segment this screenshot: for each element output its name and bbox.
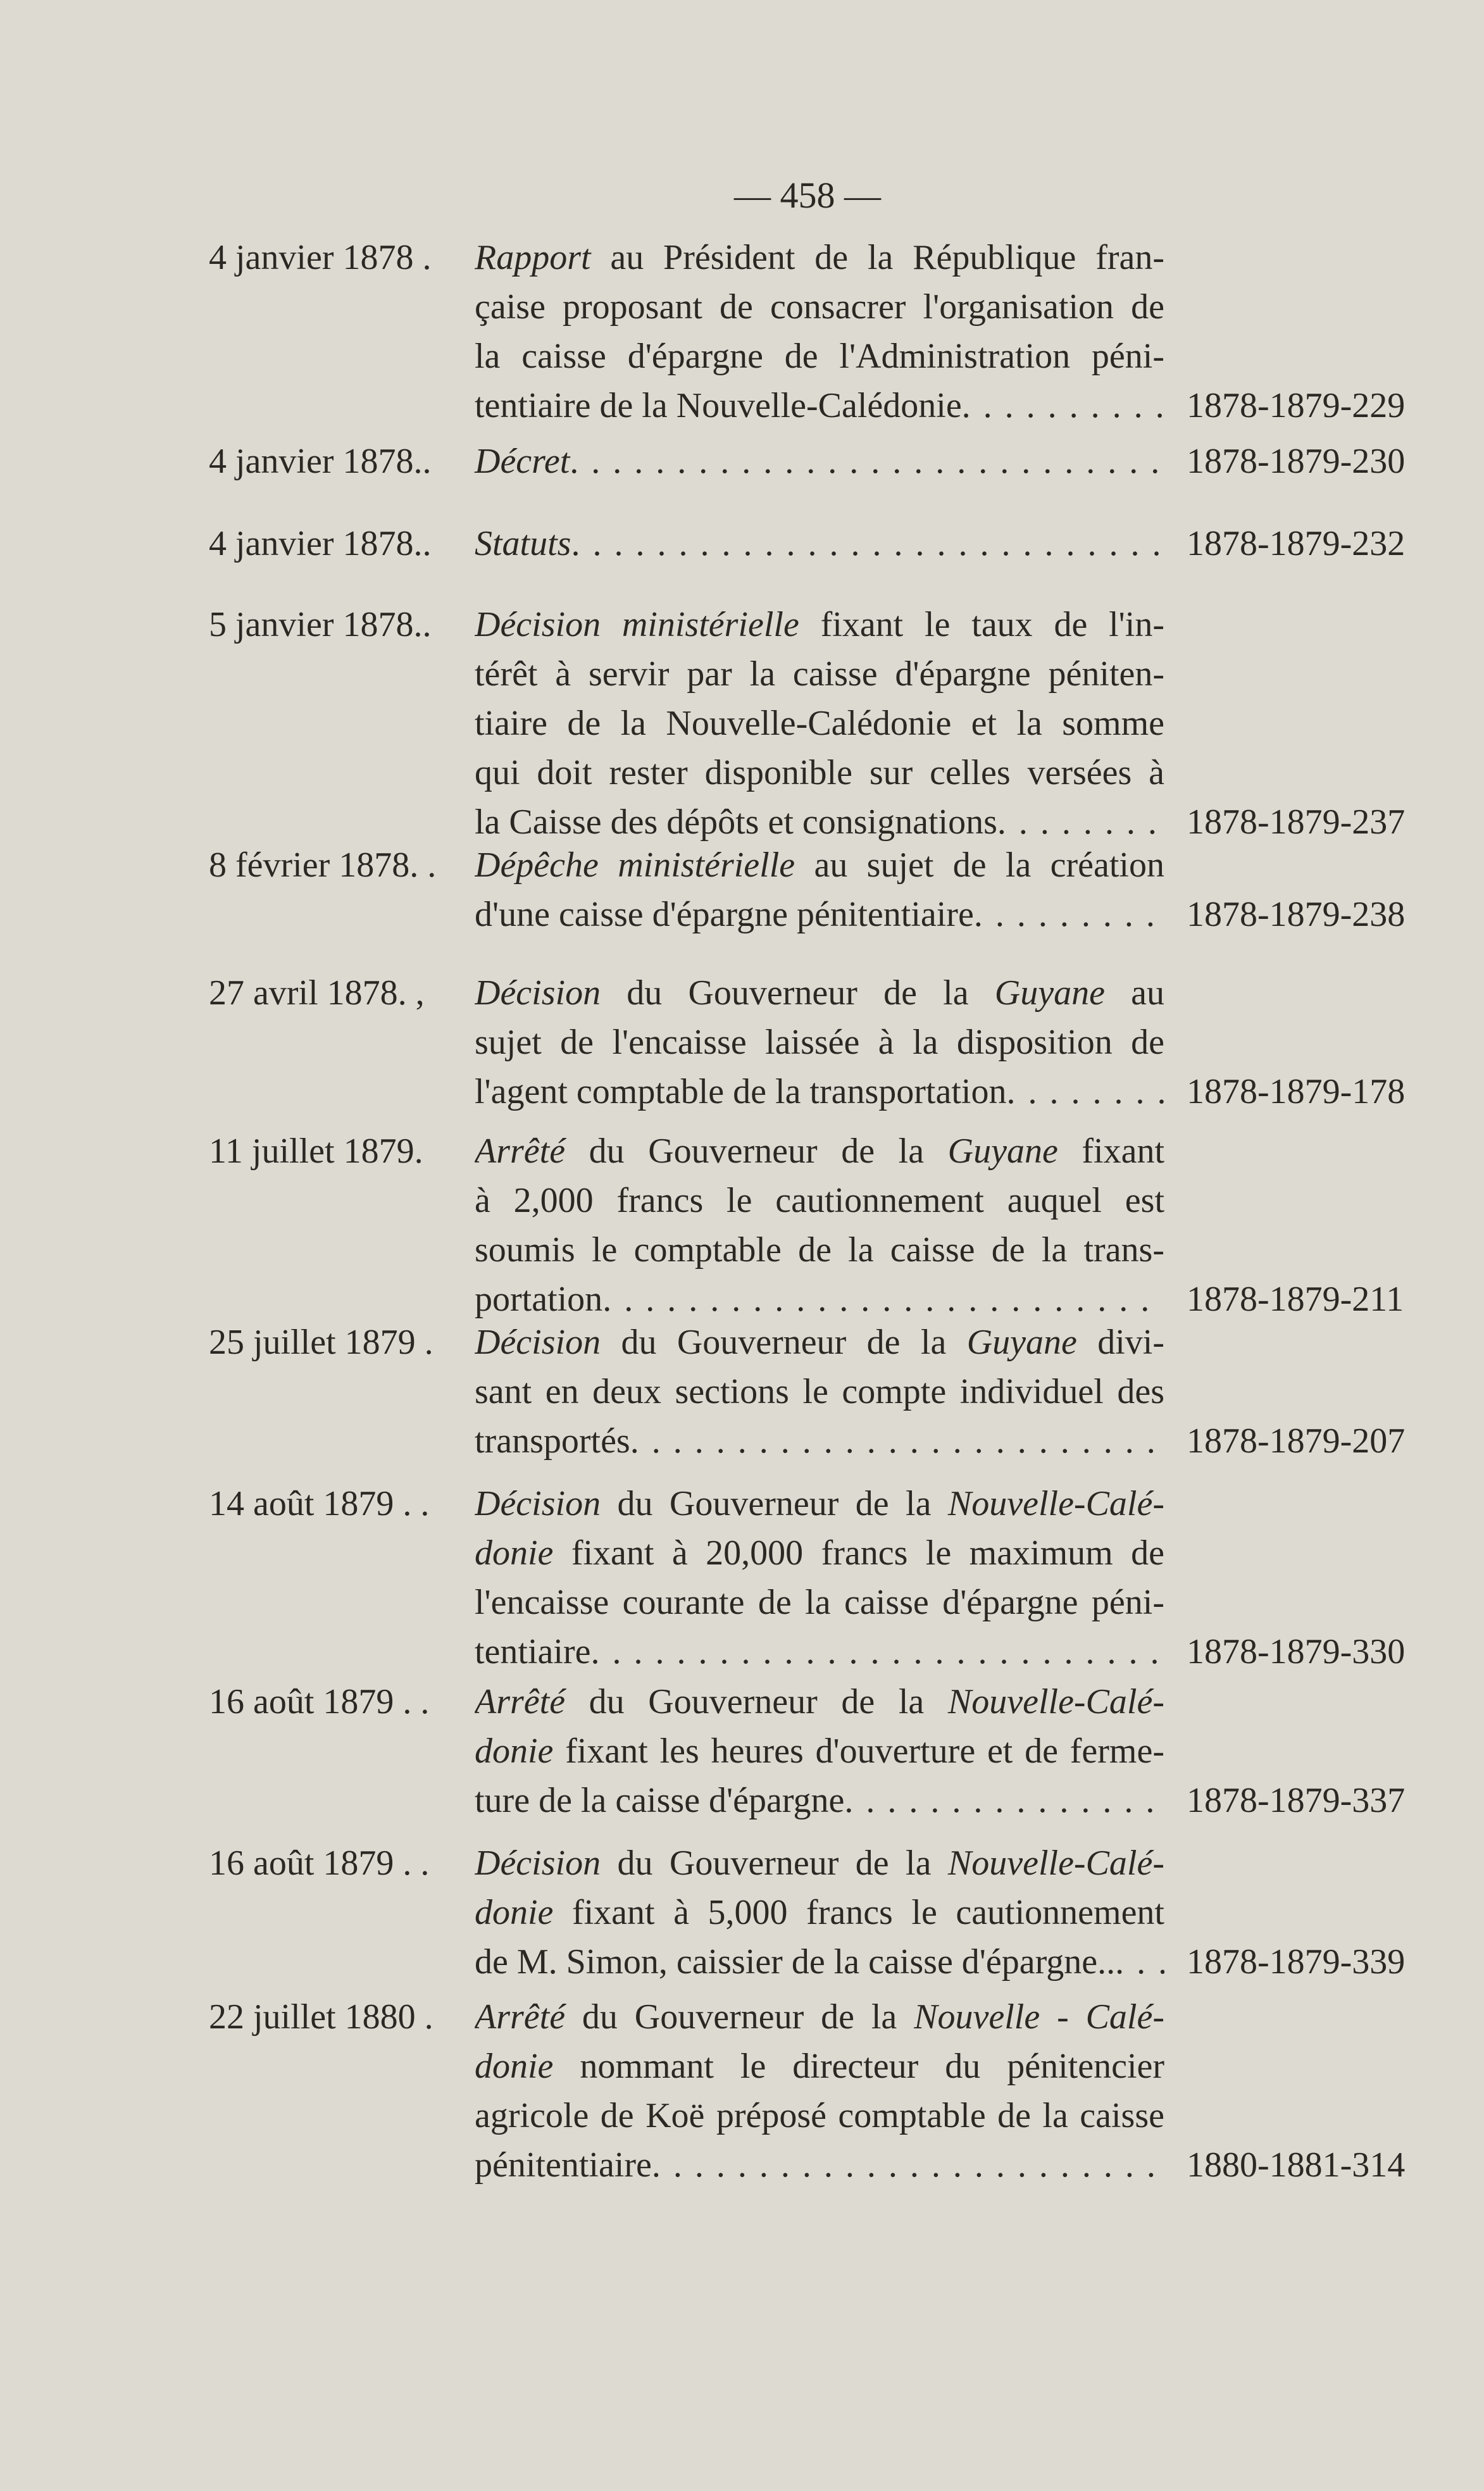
text: nommant le directeur du pénitencier <box>553 2047 1164 2086</box>
entry-line <box>475 1176 1164 1225</box>
text: du Gouverneur de la <box>601 1844 948 1883</box>
entry-last-line <box>475 381 1164 430</box>
italic-text: Nouvelle-Calé- <box>947 1844 1164 1883</box>
entry-body <box>475 1677 1164 1825</box>
entry-body <box>475 1318 1164 1466</box>
entry-last-line <box>475 437 1164 486</box>
entry-date: 14 août 1879 . . <box>209 1484 430 1523</box>
italic-text: Décision <box>475 973 601 1013</box>
entry-last-line <box>475 1627 1164 1676</box>
text: pénitentiaire <box>475 2145 652 2185</box>
italic-text: Décision <box>475 1484 601 1523</box>
italic-text: donie <box>475 2047 554 2086</box>
entry-reference: 1878-1879-237 <box>1187 802 1406 842</box>
text: sant en deux sections le compte individuel des <box>475 1372 1164 1411</box>
entry-body <box>475 600 1164 847</box>
italic-text: Dépêche ministérielle <box>475 846 795 885</box>
leader-dots <box>602 1275 1164 1324</box>
text: à 2,000 francs le cautionnement auquel est <box>475 1181 1164 1220</box>
text: fixant à 20,000 francs le maximum de <box>553 1533 1164 1573</box>
italic-text: Décision <box>475 1844 601 1883</box>
entry-line <box>475 1318 1164 1367</box>
text: du Gouverneur de la <box>565 1682 948 1721</box>
entry-body <box>475 233 1164 430</box>
leader-dots <box>1115 1937 1164 1987</box>
italic-text: Arrêté <box>475 1132 566 1171</box>
entry-last-line <box>475 1416 1164 1466</box>
italic-text: Guyane <box>994 973 1105 1013</box>
entry-reference: 1878-1879-232 <box>1187 524 1406 563</box>
text: fixant le taux de l'in- <box>799 605 1164 644</box>
text: du Gouverneur de la <box>601 1323 967 1362</box>
entry-date: 22 juillet 1880 . <box>209 1997 433 2037</box>
italic-text: Décision <box>475 1323 601 1362</box>
entry-line <box>475 2042 1164 2091</box>
text: tentiaire <box>475 1632 591 1671</box>
entry-line <box>475 1677 1164 1726</box>
italic-text: donie <box>475 1533 554 1573</box>
entry-last-line <box>475 2140 1164 2190</box>
leader-dots <box>630 1416 1164 1466</box>
italic-text: Nouvelle-Calé- <box>947 1484 1164 1523</box>
entry-body <box>475 1479 1164 1676</box>
entry-date: 27 avril 1878. , <box>209 973 425 1013</box>
italic-text: Statuts <box>475 524 571 563</box>
entry-date: 4 janvier 1878.. <box>209 524 432 563</box>
italic-text: Nouvelle-Calé- <box>947 1682 1164 1721</box>
entry-date: 5 janvier 1878.. <box>209 605 432 644</box>
leader-dots <box>571 519 1164 568</box>
italic-text: Décret <box>475 442 570 481</box>
italic-text: Guyane <box>947 1132 1058 1171</box>
text: au <box>1104 973 1164 1013</box>
entry-line <box>475 1127 1164 1176</box>
text: térêt à servir par la caisse d'épargne péniten- <box>475 654 1164 694</box>
italic-text: Rapport <box>475 238 591 277</box>
entry-reference: 1878-1879-337 <box>1187 1781 1406 1820</box>
entry-reference: 1878-1879-238 <box>1187 895 1406 934</box>
entry-line <box>475 1367 1164 1416</box>
entry-line <box>475 1018 1164 1067</box>
leader-dots <box>1006 1067 1164 1116</box>
entry-line <box>475 2091 1164 2140</box>
entry-date: 4 janvier 1878 . <box>209 238 432 277</box>
entry-last-line <box>475 1937 1164 1987</box>
leader-dots <box>974 890 1164 939</box>
text: transportés <box>475 1421 630 1461</box>
entry-line <box>475 699 1164 748</box>
entry-body <box>475 1992 1164 2190</box>
text: de M. Simon, caissier de la caisse d'épargne.. <box>475 1942 1116 1982</box>
entry-date: 8 février 1878. . <box>209 846 437 885</box>
text: tiaire de la Nouvelle-Calédonie et la somme <box>475 704 1164 743</box>
leader-dots <box>570 437 1164 486</box>
entry-line <box>475 282 1164 332</box>
italic-text: Guyane <box>966 1323 1077 1362</box>
entry-date: 4 janvier 1878.. <box>209 442 432 481</box>
entry-reference: 1880-1881-314 <box>1187 2145 1406 2185</box>
text: fixant les heures d'ouverture et de ferme- <box>553 1732 1164 1771</box>
italic-text: donie <box>475 1893 554 1932</box>
entry-line <box>475 1726 1164 1776</box>
entry-last-line <box>475 1275 1164 1324</box>
entry-line <box>475 1839 1164 1888</box>
leader-dots <box>652 2140 1164 2190</box>
entry-line <box>475 649 1164 699</box>
text: qui doit rester disponible sur celles versées à <box>475 753 1164 792</box>
entry-reference: 1878-1879-229 <box>1187 386 1406 425</box>
leader-dots <box>997 797 1164 847</box>
text: l'encaisse courante de la caisse d'épargne péni- <box>475 1583 1164 1622</box>
entry-reference: 1878-1879-207 <box>1187 1421 1406 1461</box>
entry-reference: 1878-1879-339 <box>1187 1942 1406 1982</box>
entry-body <box>475 1839 1164 1987</box>
text: l'agent comptable de la transportation <box>475 1072 1007 1111</box>
entry-date: 16 août 1879 . . <box>209 1844 430 1883</box>
entry-last-line <box>475 890 1164 939</box>
text: fixant <box>1057 1132 1164 1171</box>
text: la caisse d'épargne de l'Administration péni- <box>475 337 1164 376</box>
entry-last-line <box>475 519 1164 568</box>
entry-reference: 1878-1879-178 <box>1187 1072 1406 1111</box>
text: soumis le comptable de la caisse de la trans- <box>475 1230 1164 1270</box>
text: fixant à 5,000 francs le cautionnement <box>553 1893 1164 1932</box>
italic-text: Arrêté <box>475 1682 566 1721</box>
leader-dots <box>962 381 1164 430</box>
entry-line <box>475 1479 1164 1528</box>
entry-date: 25 juillet 1879 . <box>209 1323 433 1362</box>
entry-line <box>475 1528 1164 1578</box>
entry-line <box>475 1888 1164 1937</box>
text: agricole de Koë préposé comptable de la caisse <box>475 2096 1164 2135</box>
entry-reference: 1878-1879-211 <box>1187 1280 1404 1319</box>
entry-date: 16 août 1879 . . <box>209 1682 430 1721</box>
entry-date: 11 juillet 1879. <box>209 1132 423 1171</box>
text: çaise proposant de consacrer l'organisation de <box>475 287 1164 327</box>
text: sujet de l'encaisse laissée à la disposition de <box>475 1023 1164 1062</box>
text: au Président de la République fran- <box>590 238 1164 277</box>
entry-line <box>475 600 1164 649</box>
text: la Caisse des dépôts et consignations <box>475 802 997 842</box>
text: du Gouverneur de la <box>565 1997 914 2037</box>
text: portation <box>475 1280 603 1319</box>
text: au sujet de la création <box>795 846 1164 885</box>
page-number: — 458 — <box>734 175 881 216</box>
entry-body <box>475 1127 1164 1324</box>
entry-line <box>475 332 1164 381</box>
entry-line <box>475 748 1164 797</box>
text: d'une caisse d'épargne pénitentiaire <box>475 895 974 934</box>
italic-text: Décision ministérielle <box>475 605 799 644</box>
text: du Gouverneur de la <box>601 973 995 1013</box>
entry-body <box>475 840 1164 939</box>
entry-line <box>475 1992 1164 2042</box>
leader-dots <box>844 1776 1164 1825</box>
text: du Gouverneur de la <box>565 1132 948 1171</box>
italic-text: Nouvelle - Calé- <box>914 1997 1164 2037</box>
leader-dots <box>590 1627 1164 1676</box>
entry-body <box>475 519 1164 568</box>
entry-line <box>475 233 1164 282</box>
entry-line <box>475 968 1164 1018</box>
italic-text: Arrêté <box>475 1997 566 2037</box>
text: divi- <box>1076 1323 1164 1362</box>
entry-last-line <box>475 797 1164 847</box>
entry-last-line <box>475 1067 1164 1116</box>
entry-reference: 1878-1879-230 <box>1187 442 1406 481</box>
italic-text: donie <box>475 1732 554 1771</box>
entry-last-line <box>475 1776 1164 1825</box>
text: du Gouverneur de la <box>601 1484 948 1523</box>
entry-line <box>475 1578 1164 1627</box>
text: tentiaire de la Nouvelle-Calédonie <box>475 386 962 425</box>
entry-body <box>475 968 1164 1116</box>
text: ture de la caisse d'épargne <box>475 1781 845 1820</box>
entry-line <box>475 840 1164 890</box>
entry-line <box>475 1225 1164 1275</box>
entry-body <box>475 437 1164 486</box>
entry-reference: 1878-1879-330 <box>1187 1632 1406 1671</box>
